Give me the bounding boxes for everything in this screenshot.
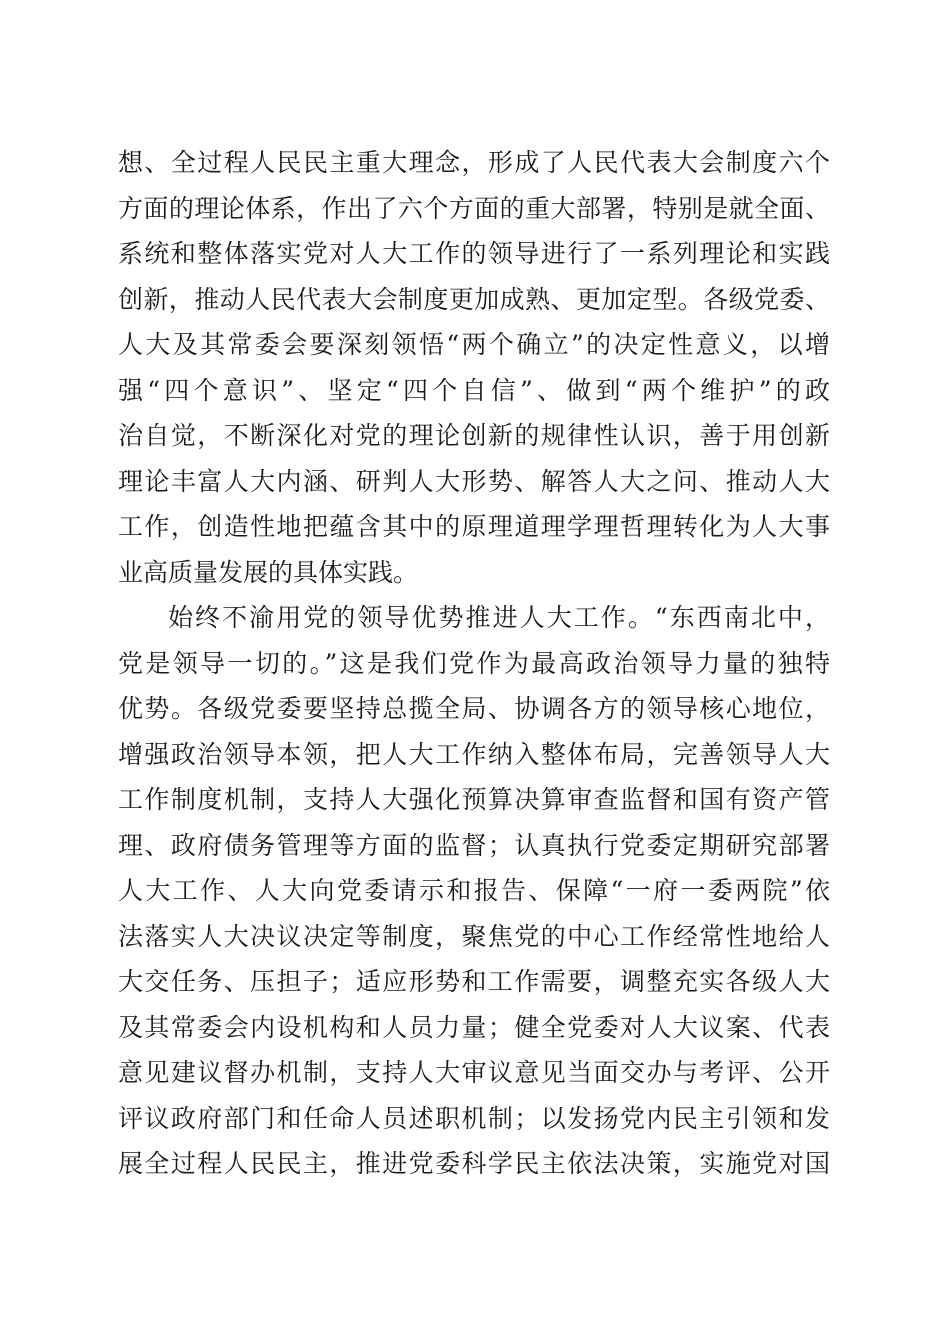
- paragraph-2: [118, 595, 830, 1187]
- text-line: 人大及其常委会要深刻领悟“两个确立”的决定性意义，以增: [118, 330, 830, 359]
- text-line: 系统和整体落实党对人大工作的领导进行了一系列理论和实践: [118, 239, 830, 268]
- text-line: 意见建议督办机制，支持人大审议意见当面交办与考评、公开: [118, 1058, 830, 1087]
- text-line: 治自觉，不断深化对党的理论创新的规律性认识，善于用创新: [118, 421, 830, 450]
- text-line: 想、全过程人民民主重大理念，形成了人民代表大会制度六个: [118, 148, 830, 177]
- text-line: 人大工作、人大向党委请示和报告、保障“一府一委两院”依: [118, 876, 830, 905]
- paragraph-1: [118, 140, 830, 595]
- text-line: 增强政治领导本领，把人大工作纳入整体布局，完善领导人大: [118, 739, 830, 769]
- text-line: 创新，推动人民代表大会制度更加成熟、更加定型。各级党委、: [118, 284, 830, 314]
- text-line: 工作，创造性地把蕴含其中的原理道理学理哲理转化为人大事: [118, 512, 830, 541]
- text-line: 党是领导一切的。”这是我们党作为最高政治领导力量的独特: [118, 648, 830, 678]
- text-line: 优势。各级党委要坚持总揽全局、协调各方的领导核心地位，: [118, 694, 830, 723]
- text-line: 大交任务、压担子；适应形势和工作需要，调整充实各级人大: [118, 967, 830, 996]
- text-line: 法落实人大决议决定等制度，聚焦党的中心工作经常性地给人: [118, 921, 830, 951]
- text-line: 评议政府部门和任命人员述职机制；以发扬党内民主引领和发: [118, 1103, 830, 1133]
- text-line: 业高质量发展的具体实践。: [118, 557, 419, 587]
- text-line: 展全过程人民民主，推进党委科学民主依法决策，实施党对国: [118, 1149, 830, 1178]
- text-line: 理论丰富人大内涵、研判人大形势、解答人大之问、推动人大: [118, 466, 830, 496]
- text-line: 工作制度机制，支持人大强化预算决算审查监督和国有资产管: [118, 785, 830, 814]
- document-page: [118, 140, 830, 1187]
- text-line: 及其常委会内设机构和人员力量；健全党委对人大议案、代表: [118, 1012, 830, 1042]
- text-line: 理、政府债务管理等方面的监督；认真执行党委定期研究部署: [118, 830, 830, 860]
- text-line: 始终不渝用党的领导优势推进人大工作。“东西南北中，: [168, 603, 830, 632]
- text-line: 强“四个意识”、坚定“四个自信”、做到“两个维护”的政: [118, 375, 830, 405]
- text-line: 方面的理论体系，作出了六个方面的重大部署，特别是就全面、: [118, 193, 830, 223]
